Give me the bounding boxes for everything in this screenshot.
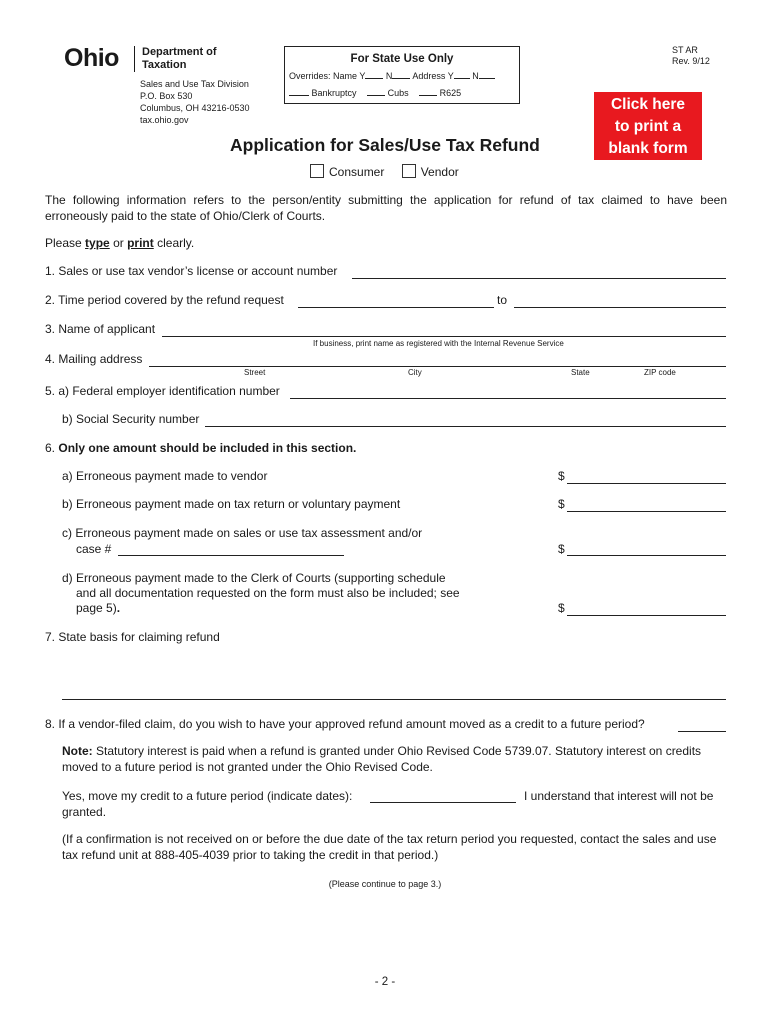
q6b-label: b) Erroneous payment made on tax return or voluntary payment [62, 497, 401, 511]
overrides-address-n-blank[interactable] [479, 78, 495, 79]
confirmation-text: (If a confirmation is not received on or before the due date of the tax return period you requested, contact the sales and use tax refund unit at 888-405-4039 prior to taking the credit in that period.) [62, 832, 717, 862]
q6d-dollar-sign: $ [558, 601, 565, 615]
division-address [140, 78, 250, 126]
vendor-label: Vendor [420, 165, 459, 179]
note-text: Statutory interest is paid when a refund is granted under Ohio Revised Code 5739.07. Statutory interest on credits moved to a future period is not granted under the Ohio Revised Code. [62, 744, 702, 774]
q5a-label: 5. a) Federal employer identification number [45, 384, 280, 398]
q6b-dollar-sign: $ [558, 497, 565, 511]
website: tax.ohio.gov [140, 115, 189, 125]
q3-hint: If business, print name as registered with the Internal Revenue Service [313, 339, 564, 348]
bankruptcy-blank[interactable] [289, 95, 309, 96]
q6c-case-number-field[interactable] [118, 555, 344, 556]
division-name: Sales and Use Tax Division [140, 79, 249, 89]
cubs-blank[interactable] [367, 95, 385, 96]
q8-label: 8. If a vendor-filed claim, do you wish to have your approved refund amount moved as a credit to a future period? [45, 717, 645, 731]
statutory-interest-note [62, 743, 727, 775]
q6d-label-line2: and all documentation requested on the form must also be included; see [76, 586, 460, 600]
print-button-line3: blank form [608, 140, 688, 157]
q4-zip-label: ZIP code [644, 368, 676, 377]
consumer-label: Consumer [329, 165, 385, 179]
overrides-address-label: Address Y [412, 71, 454, 81]
overrides-name-label: Overrides: Name Y [289, 71, 366, 81]
q6-heading-text: Only one amount should be included in this section. [58, 441, 357, 455]
q3-applicant-name-field[interactable] [162, 336, 726, 337]
dept-line1: Department of [142, 46, 217, 58]
vendor-checkbox[interactable] [402, 164, 416, 178]
print-button-line1: Click here [610, 96, 686, 113]
ohio-logo [64, 44, 234, 74]
q6d-page-ref: page 5) [76, 601, 117, 615]
q2-to-label: to [497, 293, 508, 307]
q4-street-label: Street [244, 368, 266, 377]
intro-text: The following information refers to the person/entity submitting the application for refund of tax claimed to have been erroneously paid to the state of Ohio/Clerk of Courts. [45, 193, 727, 223]
q6c-case-label: case # [76, 542, 112, 556]
q6c-dollar-sign: $ [558, 542, 565, 556]
overrides-name-n-blank[interactable] [392, 78, 410, 79]
q4-state-label: State [571, 368, 590, 377]
bankruptcy-row [289, 88, 461, 98]
q6d-label-line3 [76, 601, 120, 615]
q4-label: 4. Mailing address [45, 352, 143, 366]
overrides-address-y-blank[interactable] [454, 78, 470, 79]
q6c-amount-field[interactable] [567, 555, 726, 556]
q2-end-date-field[interactable] [514, 307, 726, 308]
q1-label: 1. Sales or use tax vendor’s license or account number [45, 264, 338, 278]
form-id [672, 45, 710, 67]
dept-line2: Taxation [142, 59, 187, 71]
q6a-label: a) Erroneous payment made to vendor [62, 469, 268, 483]
please-prefix: Please [45, 236, 82, 250]
q6b-amount-field[interactable] [567, 511, 726, 512]
form-title: Application for Sales/Use Tax Refund [230, 135, 540, 155]
overrides-address-n: N [472, 71, 479, 81]
applicant-type [310, 164, 459, 179]
q6-heading [45, 441, 356, 455]
po-box: P.O. Box 530 [140, 91, 193, 101]
credit-dates-field[interactable] [370, 802, 516, 803]
please-type: type [85, 236, 110, 250]
print-blank-form-button[interactable] [594, 92, 702, 160]
credit-interest-label: I understand that interest will not be [524, 789, 714, 803]
credit-dates-label: Yes, move my credit to a future period (indicate dates): [62, 789, 353, 803]
page-number: - 2 - [374, 976, 396, 988]
overrides-name-n: N [385, 71, 393, 81]
cubs-label: Cubs [387, 88, 409, 98]
q4-mailing-address-field[interactable] [149, 366, 726, 367]
q6d-amount-field[interactable] [567, 615, 726, 616]
form-rev: Rev. 9/12 [672, 56, 710, 66]
q2-label: 2. Time period covered by the refund request [45, 293, 284, 307]
r625-blank[interactable] [419, 95, 437, 96]
r625-label: R625 [439, 88, 462, 98]
q6c-label: c) Erroneous payment made on sales or use tax assessment and/or [62, 526, 423, 540]
q6a-amount-field[interactable] [567, 483, 726, 484]
ohio-wordmark: Ohio [64, 44, 119, 72]
q6d-period: . [116, 601, 121, 615]
please-print: print [127, 236, 154, 250]
q6d-label-line1: d) Erroneous payment made to the Clerk of Courts (supporting schedule [62, 571, 446, 585]
state-use-box [284, 46, 520, 104]
q6-number: 6. [45, 441, 56, 455]
print-button-line2: to print a [614, 118, 682, 135]
q5b-ssn-field[interactable] [205, 426, 726, 427]
q3-label: 3. Name of applicant [45, 322, 156, 336]
city-zip: Columbus, OH 43216-0530 [140, 103, 250, 113]
continue-note: (Please continue to page 3.) [328, 879, 442, 889]
please-type-print [45, 236, 194, 250]
note-label: Note: [62, 744, 93, 758]
consumer-checkbox[interactable] [310, 164, 324, 178]
bankruptcy-label: Bankruptcy [311, 88, 357, 98]
q1-account-number-field[interactable] [352, 278, 726, 279]
form-code: ST AR [672, 45, 698, 55]
please-or: or [113, 236, 124, 250]
please-suffix: clearly. [157, 236, 195, 250]
credit-interest-label-cont: granted. [62, 805, 107, 819]
q7-label: 7. State basis for claiming refund [45, 630, 220, 644]
overrides-name-y-blank[interactable] [365, 78, 383, 79]
q8-answer-field[interactable] [678, 731, 726, 732]
q2-start-date-field[interactable] [298, 307, 494, 308]
q5b-label: b) Social Security number [62, 412, 200, 426]
q6a-dollar-sign: $ [558, 469, 565, 483]
q5a-fein-field[interactable] [290, 398, 726, 399]
overrides-row [289, 71, 495, 81]
q4-city-label: City [408, 368, 422, 377]
state-use-title: For State Use Only [350, 53, 454, 65]
logo-divider [134, 46, 135, 72]
q7-basis-field[interactable] [62, 699, 726, 700]
